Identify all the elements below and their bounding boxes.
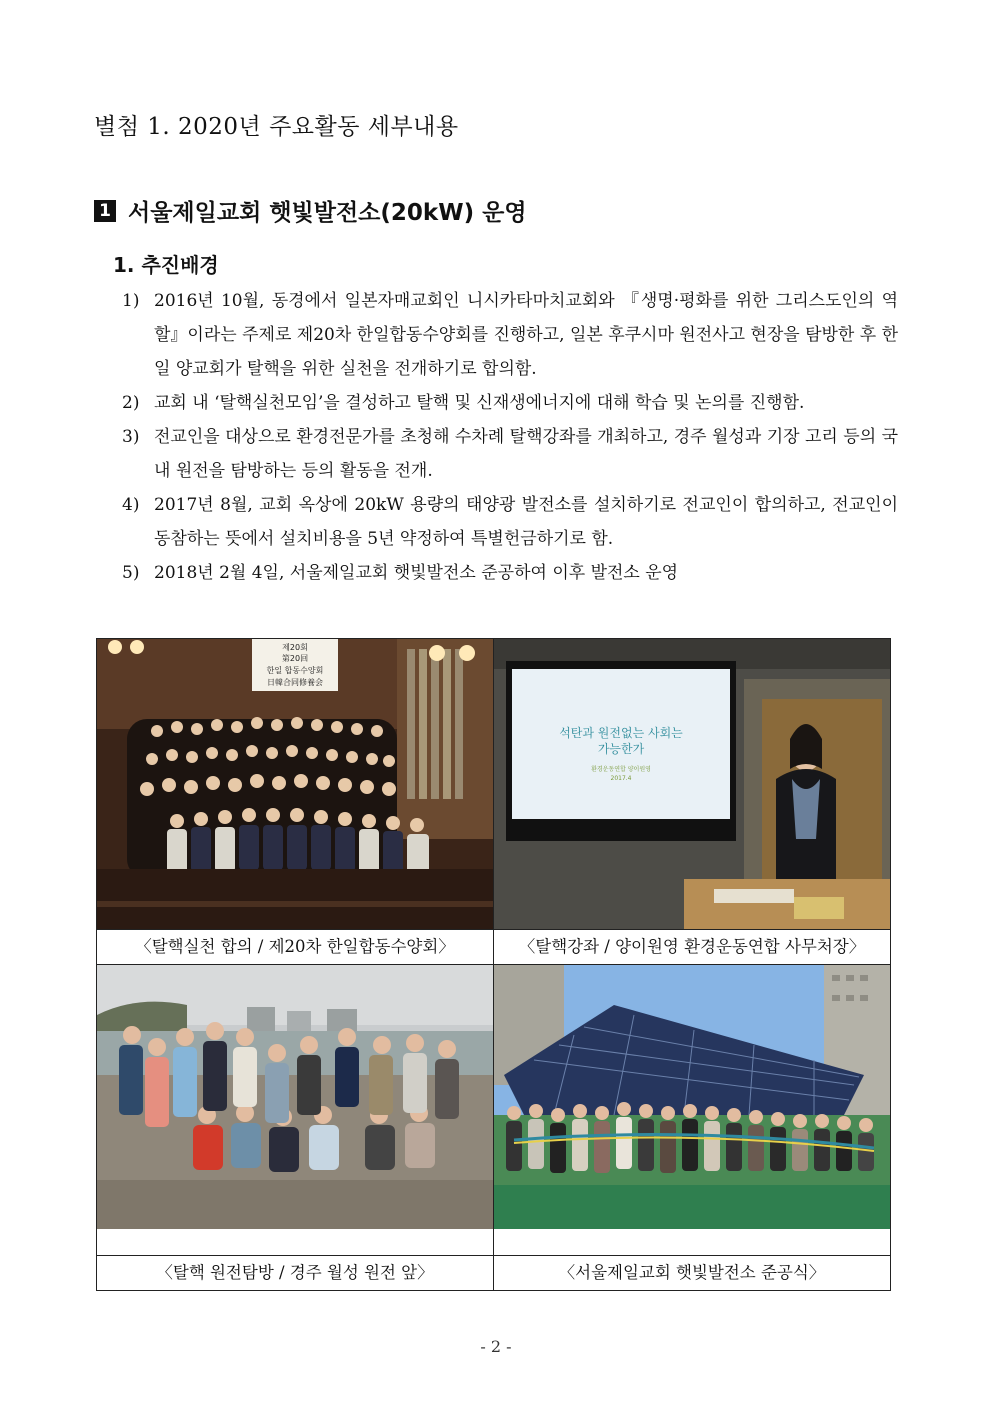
banner-line: 日韓合同修養会 — [267, 678, 323, 687]
photo-plant-visit — [97, 965, 493, 1255]
slide-title-line: 가능한가 — [597, 742, 645, 756]
slide-title-line: 석탄과 원전없는 사회는 — [559, 726, 683, 740]
list-item-number: 3) — [122, 427, 140, 447]
photo-solar-ceremony — [494, 965, 890, 1255]
list-item — [122, 420, 898, 488]
photo-lecture — [494, 639, 890, 929]
list-item-text: 전교인을 대상으로 환경전문가를 초청해 수차례 탈핵강좌를 개최하고, 경주 월성과 기장 고리 등의 국내 원전을 탐방하는 등의 활동을 전개. — [154, 427, 898, 481]
section-title-text: 서울제일교회 햇빛발전소(20kW) 운영 — [128, 200, 527, 226]
photo-caption: 〈탈핵실천 합의 / 제20차 한일합동수양회〉 — [97, 930, 494, 965]
list-item — [122, 284, 898, 386]
photo-caption: 〈서울제일교회 햇빛발전소 준공식〉 — [494, 1256, 891, 1291]
list-item-text: 2017년 8월, 교회 옥상에 20kW 용량의 태양광 발전소를 설치하기로 전교인이 합의하고, 전교인이 동참하는 뜻에서 설치비용을 5년 약정하여 특별헌금하기로 함. — [154, 495, 898, 549]
list-item — [122, 488, 898, 556]
list-item-number: 1) — [122, 291, 140, 311]
photo-caption: 〈탈핵강좌 / 양이원영 환경운동연합 사무처장〉 — [494, 930, 891, 965]
section-number-badge: 1 — [94, 200, 116, 222]
list-item-text: 2016년 10월, 동경에서 일본자매교회인 니시카타마치교회와 『생명·평화를 위한 그리스도인의 역할』이라는 주제로 제20차 한일합동수양회를 진행하고, 일본 후쿠시마 원전사고 현장을 탐방한 후 한일 양교회가 탈핵을 위한 실천을 전개하기로 합의함. — [154, 291, 898, 379]
list-item-number: 5) — [122, 563, 140, 583]
section-title — [94, 194, 527, 227]
photo-caption: 〈탈핵 원전탐방 / 경주 월성 원전 앞〉 — [97, 1256, 494, 1291]
photo-table — [96, 638, 891, 1291]
slide-date: 2017.4 — [610, 775, 632, 782]
background-list — [122, 284, 898, 590]
attachment-title: 별첨 1. 2020년 주요활동 세부내용 — [94, 114, 459, 140]
banner-line: 한일 합동수양회 — [266, 666, 324, 675]
list-item-number: 2) — [122, 393, 140, 413]
slide-author: 환경운동연합 양이원영 — [591, 766, 651, 773]
list-item-text: 교회 내 ‘탈핵실천모임’을 결성하고 탈핵 및 신재생에너지에 대해 학습 및 논의를 진행함. — [154, 393, 805, 413]
photo-cell — [494, 965, 891, 1256]
list-item-text: 2018년 2월 4일, 서울제일교회 햇빛발전소 준공하여 이후 발전소 운영 — [154, 563, 679, 583]
photo-cell — [97, 965, 494, 1256]
photo-cell — [97, 639, 494, 930]
list-item — [122, 386, 898, 420]
list-item — [122, 556, 898, 590]
photo-group-retreat — [97, 639, 493, 929]
banner-line: 第20回 — [281, 654, 309, 663]
photo-cell — [494, 639, 891, 930]
list-item-number: 4) — [122, 495, 140, 515]
banner-line: 제20회 — [282, 643, 308, 652]
subsection-title: 1. 추진배경 — [113, 253, 219, 277]
page-number: - 2 - — [480, 1337, 512, 1356]
